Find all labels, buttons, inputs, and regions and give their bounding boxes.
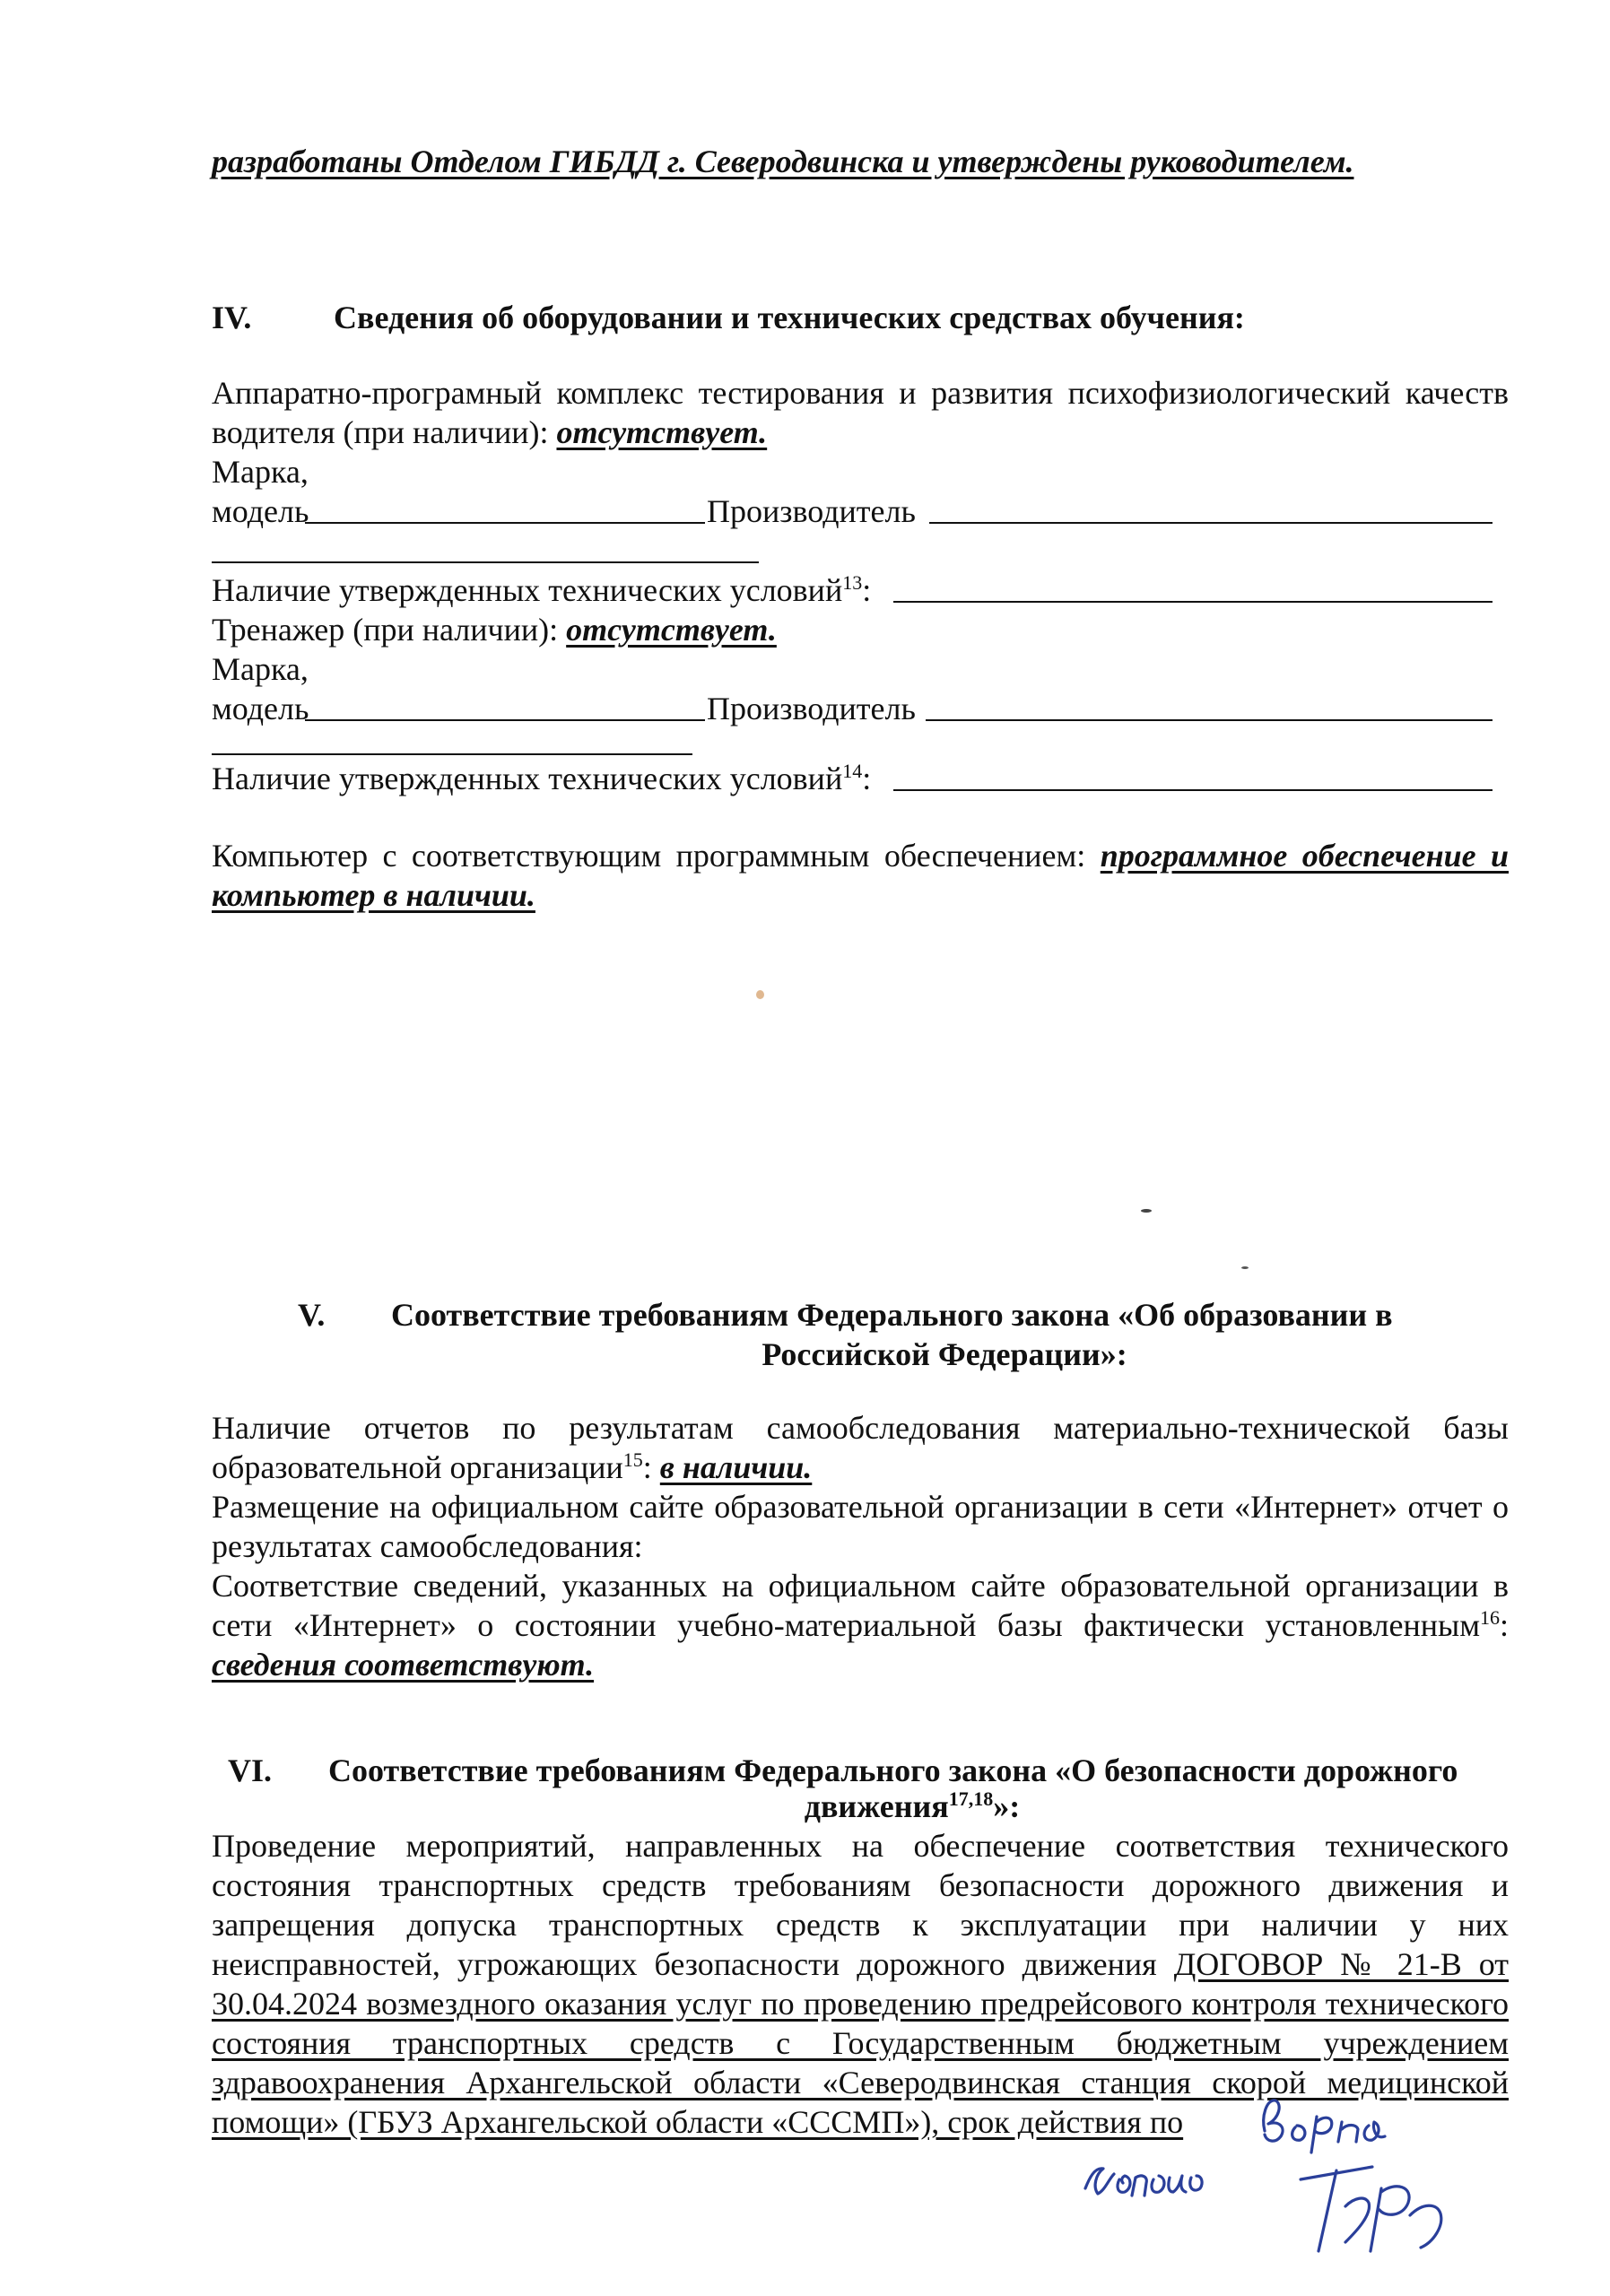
tech-cond-row-1: Наличие утвержденных технических условий$^{13}$: — [212, 571, 872, 608]
section-4-number: IV. — [212, 300, 252, 335]
footnote-17-18: 17,18 — [948, 1787, 994, 1810]
site-paragraph — [212, 1487, 1509, 1566]
manufacturer-fill-line-2 — [926, 719, 1493, 721]
footnote-15: 15 — [622, 1448, 643, 1471]
computer-value: программное обеспечение и компьютер в наличии. — [212, 838, 1509, 913]
trainer-value: отсутствует. — [566, 612, 777, 648]
match-label: Соответствие сведений, указанных на официальном сайте образовательной организации в сети «Интернет» о состоянии учебно-материальной базы фактически установленным — [212, 1568, 1509, 1643]
section-5-title-line1: Соответствие требованиям Федерального закона «Об образовании в — [391, 1297, 1393, 1333]
computer-paragraph — [212, 836, 1509, 915]
section-6-title-line1: Соответствие требованиям Федерального закона «О безопасности дорожного — [328, 1752, 1458, 1788]
model-row-2 — [212, 689, 309, 728]
report-label: Наличие отчетов по результатам самообследования материально-технической базы образовательной организации — [212, 1410, 1509, 1485]
trainer-row — [212, 610, 777, 649]
footnote-16: 16 — [1479, 1606, 1500, 1629]
manufacturer-label-2: Производитель — [707, 691, 916, 726]
extra-fill-line-1 — [212, 561, 759, 563]
top-line: разработаны Отделом ГИБДД г. Северодвинска и утверждены руководителем. — [212, 144, 1354, 179]
site-label: Размещение на официальном сайте образовательной организации в сети «Интернет» отчет о результатах самообследования: — [212, 1489, 1509, 1564]
model-label-1: модель — [212, 493, 309, 529]
section-6-number: VI. — [228, 1752, 273, 1788]
section-5-number: V. — [298, 1297, 326, 1333]
model-label-2: модель — [212, 691, 309, 726]
computer-label: Компьютер с соответствующим программным обеспечением: — [212, 838, 1086, 874]
match-value: сведения соответствуют. — [212, 1647, 595, 1683]
report-paragraph: Наличие отчетов по результатам самообследования материально-технической базы образовательной организации$^{15}$: в наличии. — [212, 1410, 1509, 1485]
safety-text: Проведение мероприятий, направленных на обеспечение соответствия технического состояния транспортных средств требованиям безопасности дорожного движения и запрещения допуска транспортных средств к эксплуатации при наличии у них неисправностей, угрожающих безопасности дорожного движения — [212, 1828, 1509, 1982]
footnote-13: 13 — [842, 571, 863, 594]
apk-paragraph — [212, 373, 1509, 452]
paper-speck — [1241, 1266, 1249, 1269]
section-6-title-line2: движения$^{17,18}$»: — [804, 1787, 1021, 1824]
marka-label-1: Марка, — [212, 454, 309, 490]
tech-cond-fill-line-1 — [893, 601, 1493, 603]
manufacturer-fill-line-1 — [929, 522, 1493, 524]
tech-cond-label-1: Наличие утвержденных технических условий — [212, 572, 843, 608]
extra-fill-line-2 — [212, 753, 692, 755]
apk-label: Аппаратно-програмный комплекс тестирования и развития психофизиологический качеств водителя (при наличии): — [212, 375, 1509, 450]
contract-text: ДОГОВОР № 21-В от 30.04.2024 возмездного оказания услуг по проведению предрейсового контроля технического состояния транспортных средств с Государственным бюджетным учреждением здравоохранения Архангельской области «Северодвинская станция скорой медицинской помощи» (ГБУЗ Архангельской области «СССМП»), срок действия по — [212, 1946, 1510, 2140]
tech-cond-label-2: Наличие утвержденных технических условий — [212, 761, 843, 796]
model-fill-line-1 — [305, 522, 705, 524]
marka-label-2: Марка, — [212, 651, 309, 687]
bleed-through-shadow — [126, 179, 1471, 359]
footnote-14: 14 — [842, 760, 863, 782]
handwritten-copy-note-signature — [1076, 2081, 1489, 2260]
report-value: в наличии. — [659, 1449, 813, 1485]
match-paragraph: Соответствие сведений, указанных на официальном сайте образовательной организации в сети «Интернет» о состоянии учебно-материальной базы фактически установленным$^{16}$: сведения соответствуют. — [212, 1568, 1509, 1683]
section-5-title-line2: Российской Федерации»: — [761, 1336, 1127, 1372]
tech-cond-row-2: Наличие утвержденных технических условий$^{14}$: — [212, 760, 872, 796]
paper-speck — [1141, 1209, 1152, 1213]
section-4-title: Сведения об оборудовании и технических средствах обучения: — [334, 300, 1245, 335]
model-fill-line-2 — [305, 719, 705, 721]
tech-cond-fill-line-2 — [893, 789, 1493, 791]
trainer-label: Тренажер (при наличии): — [212, 612, 559, 648]
manufacturer-label-1: Производитель — [707, 493, 916, 529]
paper-speck — [756, 990, 764, 999]
apk-value: отсутствует. — [556, 414, 768, 450]
model-row-1 — [212, 491, 309, 531]
